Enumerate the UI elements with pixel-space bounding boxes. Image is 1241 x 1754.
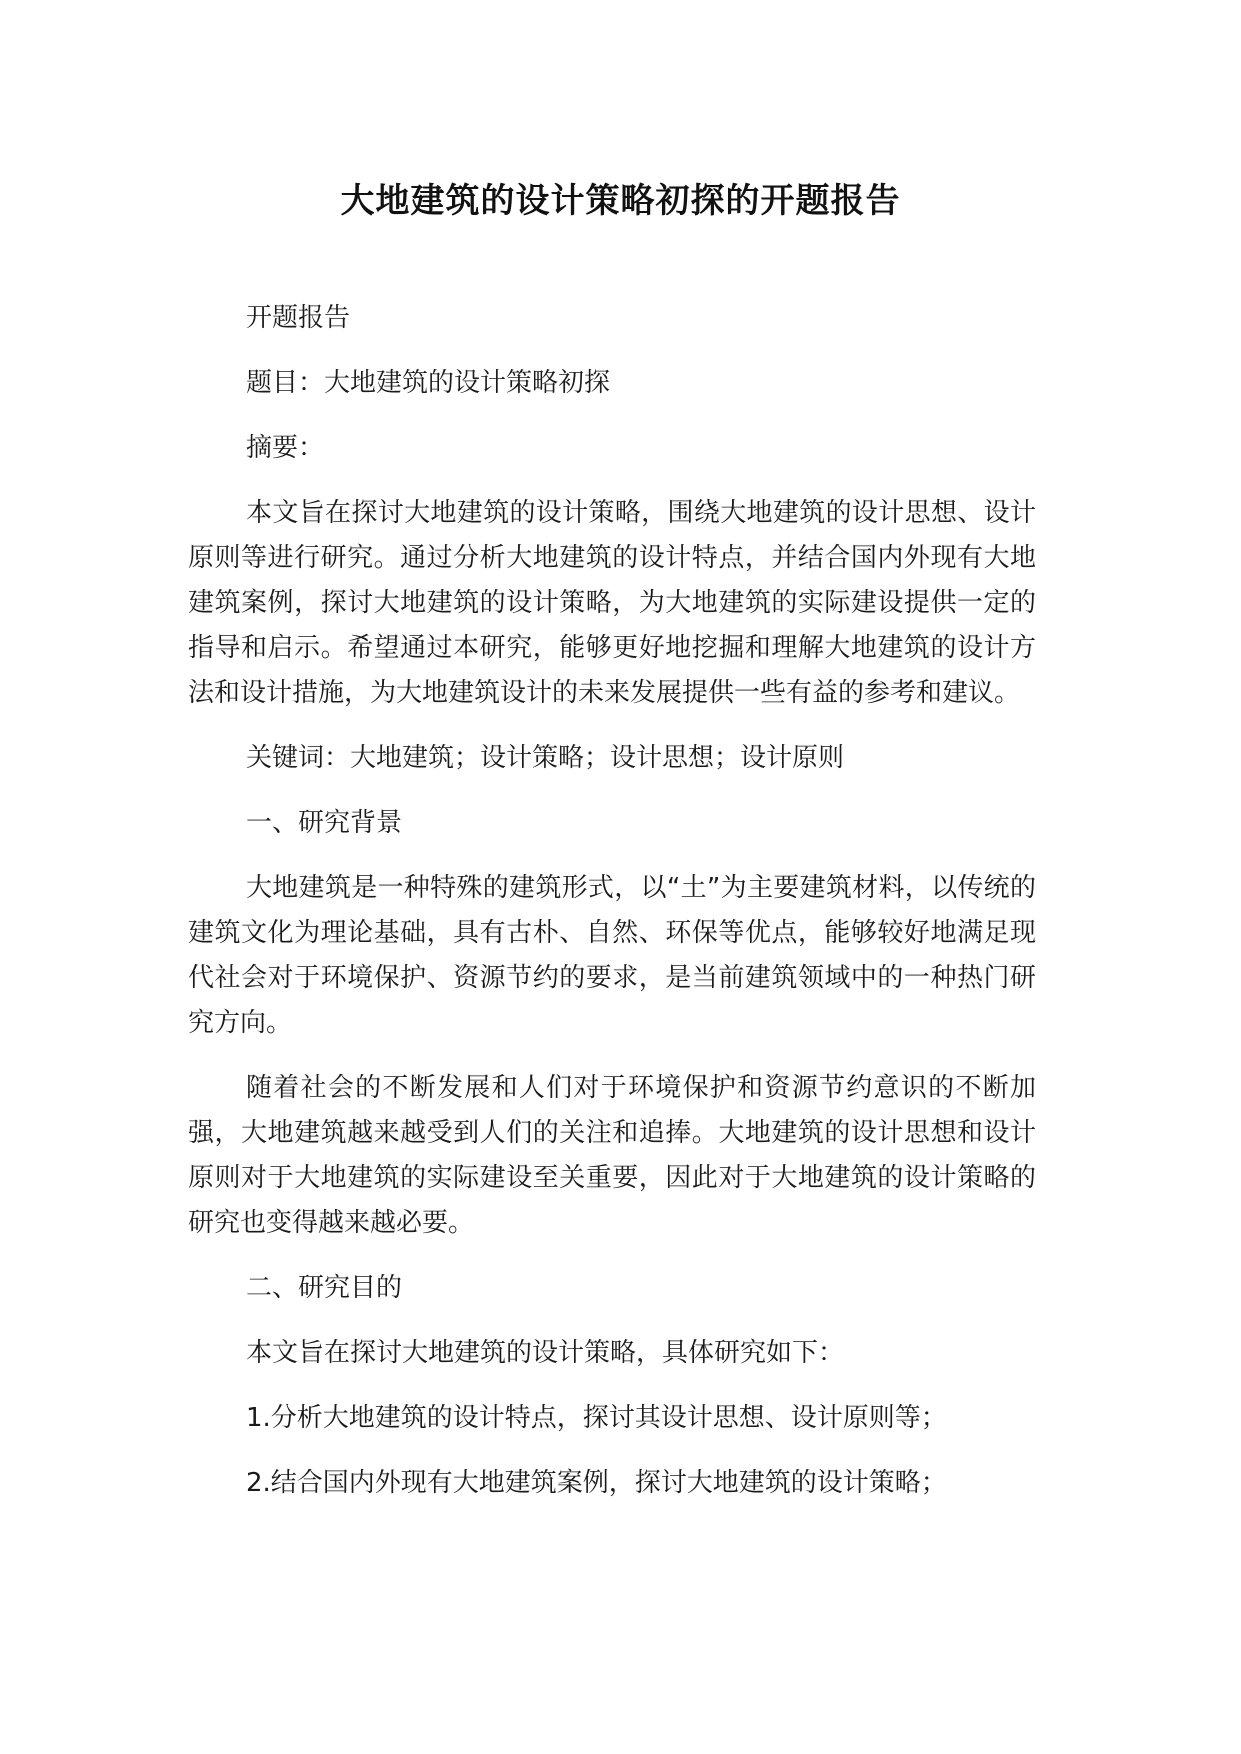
keywords-line: 关键词：大地建筑；设计策略；设计思想；设计原则 bbox=[246, 743, 845, 773]
abstract-paragraph: 本文旨在探讨大地建筑的设计策略，围绕大地建筑的设计思想、设计原则等进行研究。通过分析大地建筑的设计特点，并结合国内外现有大地建筑案例，探讨大地建筑的设计策略，为大地建筑的实际建设提供一定的指导和启示。希望通过本研究，能够更好地挖掘和理解大地建筑的设计方法和设计措施，为大地建筑设计的未来发展提供一些有益的参考和建议。 bbox=[188, 498, 1036, 708]
section-heading-purpose: 二、研究目的 bbox=[246, 1273, 403, 1303]
section-heading-background: 一、研究背景 bbox=[246, 808, 403, 838]
purpose-intro: 本文旨在探讨大地建筑的设计策略，具体研究如下： bbox=[246, 1338, 845, 1368]
background-paragraph-1: 大地建筑是一种特殊的建筑形式，以“土”为主要建筑材料，以传统的建筑文化为理论基础，具有古朴、自然、环保等优点，能够较好地满足现代社会对于环境保护、资源节约的要求，是当前建筑领域中的一种热门研究方向。 bbox=[188, 873, 1036, 1038]
purpose-item-2: 2.结合国内外现有大地建筑案例，探讨大地建筑的设计策略； bbox=[246, 1468, 947, 1498]
abstract-heading: 摘要： bbox=[246, 433, 325, 463]
topic-line: 题目：大地建筑的设计策略初探 bbox=[246, 368, 611, 398]
background-paragraph-2: 随着社会的不断发展和人们对于环境保护和资源节约意识的不断加强，大地建筑越来越受到人们的关注和追捧。大地建筑的设计思想和设计原则对于大地建筑的实际建设至关重要，因此对于大地建筑的设计策略的研究也变得越来越必要。 bbox=[188, 1073, 1036, 1238]
report-label: 开题报告 bbox=[246, 303, 351, 333]
purpose-item-1: 1.分析大地建筑的设计特点，探讨其设计思想、设计原则等； bbox=[246, 1403, 947, 1433]
document-title: 大地建筑的设计策略初探的开题报告 bbox=[340, 181, 901, 221]
document-body bbox=[188, 296, 1036, 1526]
